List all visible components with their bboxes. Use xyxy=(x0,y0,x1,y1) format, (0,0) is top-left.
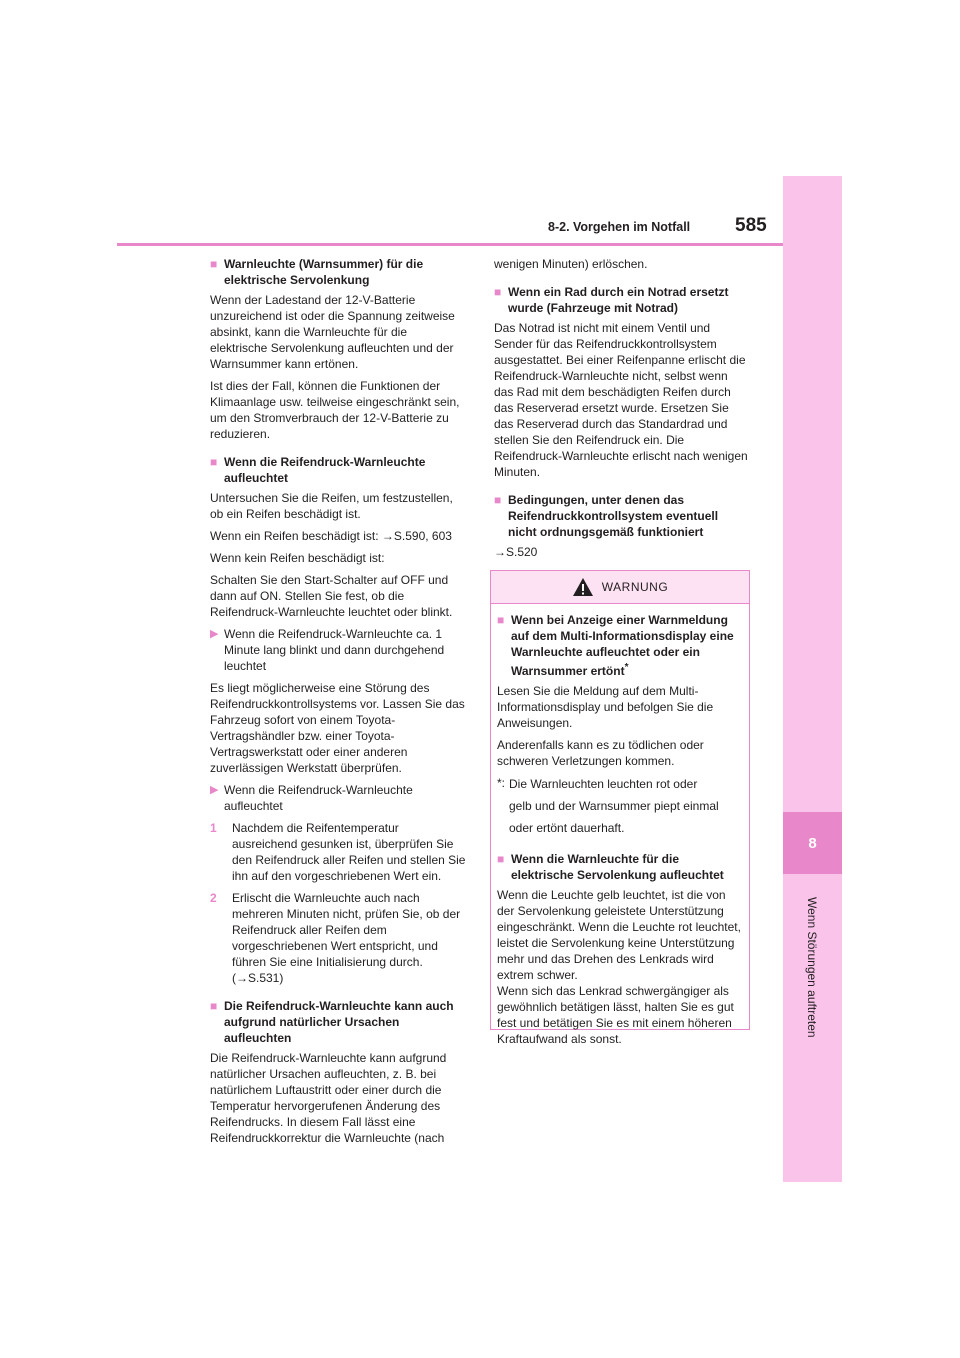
section-heading: ■ Warnleuchte (Warnsummer) für die elektrische Servolenkung xyxy=(210,257,424,287)
warning-heading: ■ Wenn die Warnleuchte für die elektrische Servolenkung aufleuchtet xyxy=(497,852,724,882)
warning-header xyxy=(491,571,749,604)
chapter-number: 8 xyxy=(783,812,842,874)
paragraph: Wenn ein Reifen beschädigt ist: →S.590, 603 xyxy=(210,529,452,543)
paragraph: Anderenfalls kann es zu tödlichen oder schweren Verletzungen kommen. xyxy=(497,738,704,768)
paragraph: Wenn sich das Lenkrad schwergängiger als gewöhnlich betätigen lässt, halten Sie es gut fest und betätigen Sie es mit einem höheren Kraftaufwand als sonst. xyxy=(497,984,734,1046)
triangle-bullet-icon: ▶ xyxy=(210,628,219,640)
section-heading: ■ Bedingungen, unter denen das Reifendruckkontrollsystem eventuell nicht ordnungsgemäß funktioniert xyxy=(494,493,719,539)
paragraph: Die Reifendruck-Warnleuchte kann aufgrund natürlicher Ursachen aufleuchten, z. B. bei natürlichem Luftaustritt oder einer durch die Temperatur hervorgerufenen Änderung des Reifendrucks. In diesem Fall lässt eine Reifendruckkorrektur die Warnleuchte (nach xyxy=(210,1051,447,1145)
section-heading: ■ Wenn ein Rad durch ein Notrad ersetzt wurde (Fahrzeuge mit Notrad) xyxy=(494,285,729,315)
chapter-title: Wenn Störungen auftreten xyxy=(805,896,819,1038)
paragraph: Lesen Sie die Meldung auf dem Multi-Informationsdisplay und befolgen Sie die Anweisungen. xyxy=(497,684,714,730)
footnote xyxy=(497,775,743,841)
right-column xyxy=(494,256,750,566)
header-divider xyxy=(117,243,783,246)
paragraph: Ist dies der Fall, können die Funktionen der Klimaanlage usw. teilweise eingeschränkt sein, um den Stromverbrauch der 12-V-Batterie zu reduzieren. xyxy=(210,379,460,441)
square-bullet-icon: ■ xyxy=(494,493,502,507)
paragraph: Wenn kein Reifen beschädigt ist: xyxy=(210,551,385,565)
warning-box xyxy=(490,570,750,1046)
footnote-mark: *: xyxy=(497,776,506,790)
square-bullet-icon: ■ xyxy=(210,455,218,469)
step-number: 2 xyxy=(210,891,217,905)
square-bullet-icon: ■ xyxy=(210,257,218,271)
footnote-line: Die Warnleuchten leuchten rot oder xyxy=(509,777,698,791)
square-bullet-icon: ■ xyxy=(497,613,505,627)
section-title: 8-2. Vorgehen im Notfall xyxy=(548,220,691,234)
warning-heading: ■ Wenn bei Anzeige einer Warnmeldung auf dem Multi-Informationsdisplay eine Warnleuchte aufleuchtet oder ein Warnsummer ertönt* xyxy=(497,613,734,678)
warning-triangle-icon xyxy=(572,577,594,597)
paragraph: Schalten Sie den Start-Schalter auf OFF und dann auf ON. Stellen Sie fest, ob die Reifendruck-Warnleuchte leuchtet oder blinkt. xyxy=(210,573,453,619)
step-item: 2 Erlischt die Warnleuchte auch nach mehreren Minuten nicht, prüfen Sie, ob der Reifendruck aller Reifen dem vorgeschriebenen Wert entspricht, und führen Sie eine Initialisierung durch. (→S.531) xyxy=(210,891,461,985)
paragraph: →S.520 xyxy=(494,545,538,559)
page-number: 585 xyxy=(735,215,767,236)
triangle-bullet-icon: ▶ xyxy=(210,784,219,796)
step-number: 1 xyxy=(210,821,217,835)
paragraph: Das Notrad ist nicht mit einem Ventil und Sender für das Reifendruckkontrollsystem ausgestattet. Bei einer Reifenpanne erlischt die Reifendruck-Warnleuchte nicht, selbst wenn das Rad mit dem beschädigten Reifen durch das Reserverad ersetzt wurde. Ersetzen Sie das Reserverad durch das Standardrad und stellen Sie den Reifendruck ein. Die Reifendruck-Warnleuchte erlischt nach wenigen Minuten. xyxy=(494,321,748,479)
paragraph: Wenn der Ladestand der 12-V-Batterie unzureichend ist oder die Spannung zeitweise absinkt, kann die Warnleuchte für die elektrische Servolenkung aufleuchten und der Warnsummer kann ertönen. xyxy=(210,293,455,371)
footnote-marker: * xyxy=(624,662,629,673)
paragraph: wenigen Minuten) erlöschen. xyxy=(494,257,648,271)
section-heading: ■ Die Reifendruck-Warnleuchte kann auch aufgrund natürlicher Ursachen aufleuchten xyxy=(210,999,454,1045)
section-heading: ■ Wenn die Reifendruck-Warnleuchte aufleuchtet xyxy=(210,455,426,485)
warning-title: WARNUNG xyxy=(601,580,669,594)
square-bullet-icon: ■ xyxy=(497,852,505,866)
paragraph: Es liegt möglicherweise eine Störung des Reifendruckkontrollsystems vor. Lassen Sie das Fahrzeug sofort von einem Toyota-Vertragshändler bzw. einer Toyota-Vertragswerkstatt oder einer anderen zuverlässigen Werkstatt überprüfen. xyxy=(210,681,465,775)
paragraph: Untersuchen Sie die Reifen, um festzustellen, ob ein Reifen beschädigt ist. xyxy=(210,491,453,521)
footnote-line: oder ertönt dauerhaft. xyxy=(509,821,625,835)
left-column xyxy=(210,256,466,1152)
square-bullet-icon: ■ xyxy=(494,285,502,299)
square-bullet-icon: ■ xyxy=(210,999,218,1013)
footnote-line: gelb und der Warnsummer piept einmal xyxy=(509,799,719,813)
sub-item: ▶ Wenn die Reifendruck-Warnleuchte ca. 1 Minute lang blinkt und dann durchgehend leuchtet xyxy=(210,627,445,673)
step-item: 1 Nachdem die Reifentemperatur ausreichend gesunken ist, überprüfen Sie den Reifendruck aller Reifen und stellen Sie ihn auf den vorgeschriebenen Wert ein. xyxy=(210,821,466,883)
warning-body xyxy=(491,604,749,1047)
paragraph: Wenn die Leuchte gelb leuchtet, ist die von der Servolenkung geleistete Unterstützung eingeschränkt. Wenn die Leuchte rot leuchtet, leistet die Servolenkung keine Unterstützung mehr und das Drehen des Lenkrads wird extrem schwer. xyxy=(497,888,741,982)
sub-item: ▶ Wenn die Reifendruck-Warnleuchte aufleuchtet xyxy=(210,783,413,813)
